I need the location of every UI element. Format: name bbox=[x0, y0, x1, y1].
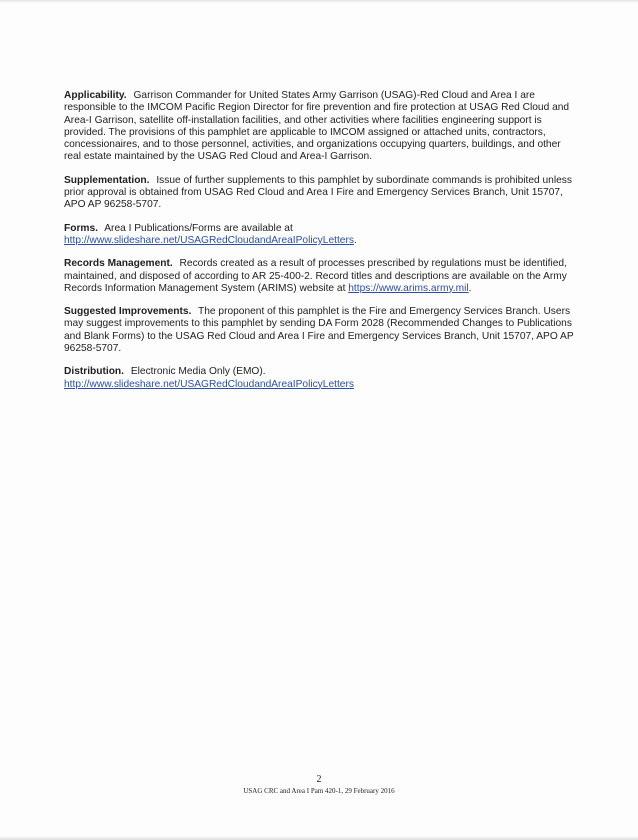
arims-link[interactable]: https://www.arims.army.mil bbox=[348, 282, 469, 294]
applicability-heading: Applicability. bbox=[64, 90, 127, 101]
scan-edge-top bbox=[0, 0, 638, 3]
applicability-paragraph bbox=[64, 90, 576, 164]
improvements-heading: Suggested Improvements. bbox=[64, 306, 192, 318]
applicability-text: Garrison Commander for United States Army Garrison (USAG)-Red Cloud and Area I are responsible to the IMCOM Pacific Region Director for fire prevention and fire protection at USAG Red Cloud and Area-I Garrison, satellite off-installation facilities, and other activities where facilities engineering support is provided. The provisions of this pamphlet are applicable to IMCOM assigned or attached units, contractors, concessionaires, and to those personnel, activities, and organizations occupying quarters, buildings, and other real estate maintained by the USAG Red Cloud and Area-I Garrison. bbox=[64, 90, 570, 163]
forms-paragraph bbox=[64, 223, 576, 248]
records-text: Records created as a result of processes prescribed by regulations must be identified, maintained, and disposed of according to AR 25-400-2. Record titles and descriptions are available on the Army Records Information Management System (ARIMS) website at bbox=[64, 258, 567, 294]
forms-period: . bbox=[353, 234, 357, 246]
forms-heading: Forms. bbox=[64, 222, 98, 234]
records-heading: Records Management. bbox=[64, 258, 173, 270]
supplementation-text: Issue of further supplements to this pamphlet by subordinate commands is prohibited unless prior approval is obtained from USAG Red Cloud and Area I Fire and Emergency Services Branch, Unit 15707, APO AP 96258-5707. bbox=[64, 174, 572, 211]
supplementation-heading: Supplementation. bbox=[64, 174, 150, 186]
footer-text: USAG CRC and Area I Pam 420-1, 29 February 2016 bbox=[243, 787, 395, 795]
distribution-heading: Distribution. bbox=[64, 366, 124, 378]
records-period: . bbox=[468, 282, 472, 294]
records-paragraph bbox=[64, 258, 576, 295]
improvements-text: The proponent of this pamphlet is the Fire and Emergency Services Branch. Users may suggest improvements to this pamphlet by sending DA Form 2028 (Recommended Changes to Publications and Blank Forms) to the USAG Red Cloud and Area I Fire and Emergency Services Branch, Unit 15707, APO AP 96258-5707. bbox=[64, 306, 574, 355]
scan-edge-bottom bbox=[0, 836, 638, 840]
page-footer bbox=[0, 774, 638, 796]
page-number: 2 bbox=[316, 774, 322, 785]
distribution-link[interactable]: http://www.slideshare.net/USAGRedCloudandAreaIPolicyLetters bbox=[64, 378, 354, 390]
forms-text: Area I Publications/Forms are available at bbox=[104, 222, 293, 234]
document-body bbox=[64, 90, 576, 402]
distribution-paragraph bbox=[64, 366, 576, 391]
supplementation-paragraph bbox=[64, 175, 576, 212]
forms-link[interactable]: http://www.slideshare.net/USAGRedCloudandAreaIPolicyLetters bbox=[64, 234, 354, 246]
distribution-text: Electronic Media Only (EMO). bbox=[130, 366, 266, 378]
improvements-paragraph bbox=[64, 306, 576, 355]
